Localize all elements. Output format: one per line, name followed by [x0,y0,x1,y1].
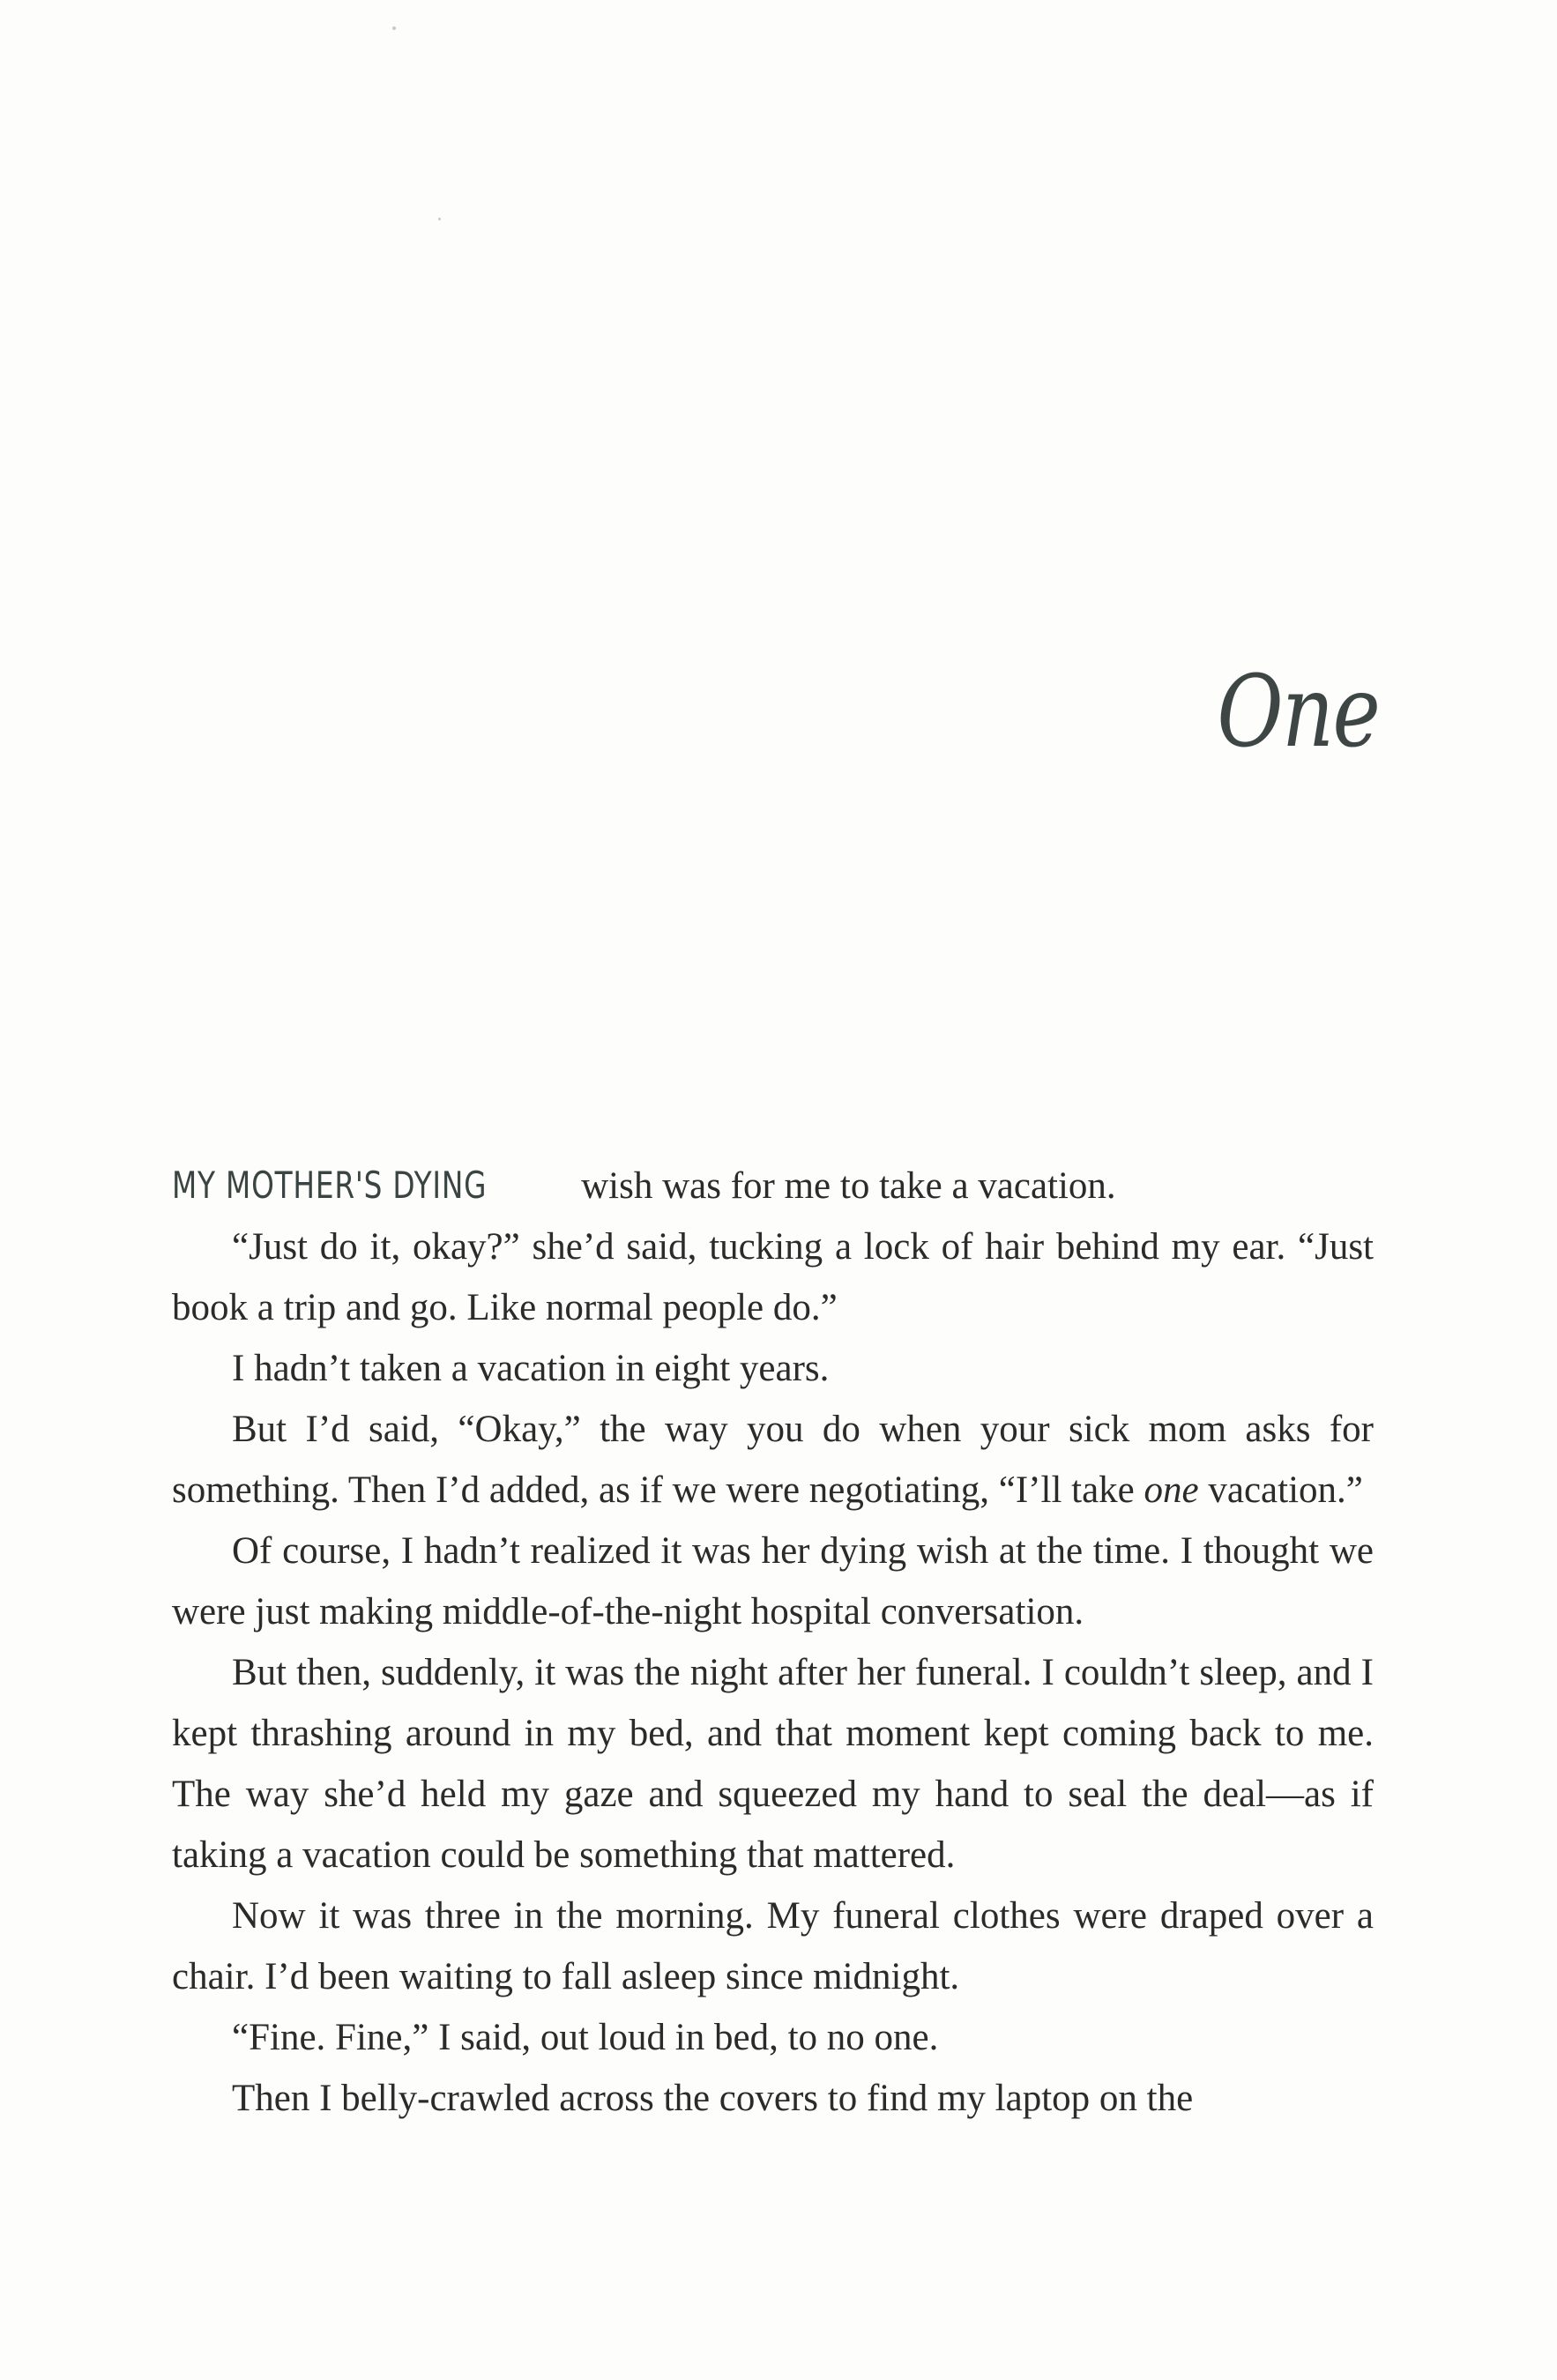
emphasized-word: one [1144,1469,1199,1511]
paragraph: Now it was three in the morning. My funeral clothes were draped over a chair. I’d been waiting to fall asleep since midnight. [172,1895,1374,1997]
paragraph-text: vacation.” [1198,1469,1363,1511]
paragraph: Of course, I hadn’t realized it was her dying wish at the time. I thought we were just making middle-of-the-night hospital conversation. [172,1530,1374,1633]
paper-speck [392,26,396,30]
chapter-title: One [1217,655,1379,770]
paragraph: “Just do it, okay?” she’d said, tucking a lock of hair behind my ear. “Just book a trip and go. Like normal people do.” [172,1226,1374,1328]
opening-paragraph [172,1155,1374,1216]
paragraph: “Fine. Fine,” I said, out loud in bed, to no one. [232,2017,939,2058]
paragraph [172,1399,1374,1521]
opening-lead-in: MY MOTHER'S DYING [172,1164,488,1207]
paragraph: I hadn’t taken a vacation in eight years. [232,1348,830,1389]
chapter-body [172,1155,1374,2129]
paragraph: Then I belly-crawled across the covers to find my laptop on the [232,2078,1194,2119]
paper-speck [438,218,441,220]
paragraph-text: But I’d said, “Okay,” the way you do when your sick mom asks for something. Then I’d added, as if we were negotiating, “I’ll take [172,1409,1374,1511]
paragraph: But then, suddenly, it was the night after her funeral. I couldn’t sleep, and I kept thrashing around in my bed, and that moment kept coming back to me. The way she’d held my gaze and squeezed my hand to seal the deal—as if taking a vacation could be something that mattered. [172,1652,1374,1876]
opening-rest: wish was for me to take a vacation. [581,1165,1116,1207]
